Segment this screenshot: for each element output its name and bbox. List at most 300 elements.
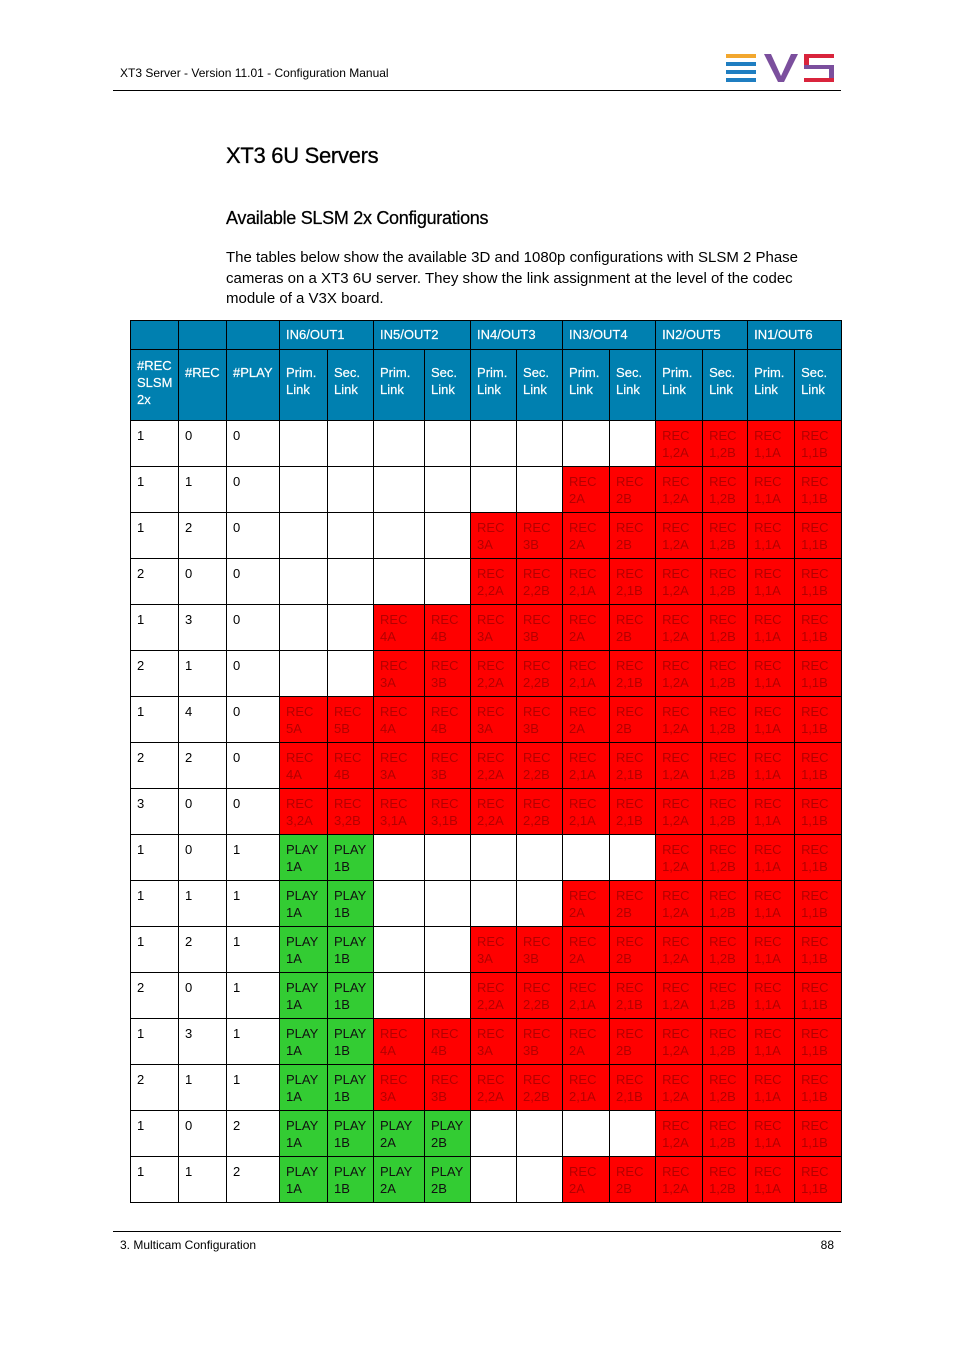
rec-link-cell: REC 1,2A [656,467,703,513]
rec-link-cell: REC 2,2A [471,1065,517,1111]
empty-link-cell [425,835,471,881]
count-cell: 3 [179,605,227,651]
sec-link-header: Sec. Link [517,350,563,421]
rec-slsm-header: #REC SLSM 2x [131,350,179,421]
rec-link-cell: REC 2,1B [610,973,656,1019]
empty-link-cell [563,835,610,881]
rec-link-cell: REC 4B [425,697,471,743]
table-row [131,1019,842,1065]
play-link-cell: PLAY 1B [328,881,374,927]
rec-link-cell: REC 3A [471,605,517,651]
count-cell: 1 [179,1065,227,1111]
rec-link-cell: REC 2,1B [610,651,656,697]
empty-link-cell [280,605,328,651]
rec-link-cell: REC 1,2B [703,467,748,513]
group-header: IN3/OUT4 [563,321,656,350]
empty-link-cell [280,513,328,559]
rec-link-cell: REC 2A [563,1019,610,1065]
empty-link-cell [471,467,517,513]
count-cell: 2 [179,927,227,973]
rec-link-cell: REC 1,2A [656,605,703,651]
prim-link-header: Prim. Link [656,350,703,421]
rec-link-cell: REC 1,1A [748,467,795,513]
play-link-cell: PLAY 1B [328,927,374,973]
play-link-cell: PLAY 1B [328,973,374,1019]
group-header: IN4/OUT3 [471,321,563,350]
count-cell: 0 [227,421,280,467]
column-header-row [131,350,842,421]
rec-link-cell: REC 2,2B [517,789,563,835]
rec-link-cell: REC 1,1B [795,605,842,651]
rec-link-cell: REC 3B [425,651,471,697]
empty-link-cell [425,973,471,1019]
count-cell: 3 [179,1019,227,1065]
rec-link-cell: REC 1,2B [703,651,748,697]
empty-link-cell [280,421,328,467]
sec-link-header: Sec. Link [795,350,842,421]
table-row [131,1157,842,1203]
count-cell: 1 [179,651,227,697]
header-divider [113,90,841,91]
count-cell: 1 [131,881,179,927]
empty-link-cell [517,467,563,513]
rec-link-cell: REC 1,2B [703,835,748,881]
rec-link-cell: REC 2B [610,1019,656,1065]
table-row [131,743,842,789]
play-link-cell: PLAY 1A [280,1157,328,1203]
rec-link-cell: REC 4A [374,697,425,743]
rec-link-cell: REC 3A [471,927,517,973]
empty-link-cell [280,559,328,605]
play-link-cell: PLAY 1B [328,1065,374,1111]
count-cell: 0 [179,789,227,835]
empty-link-cell [610,421,656,467]
rec-link-cell: REC 1,2B [703,1019,748,1065]
rec-link-cell: REC 2B [610,605,656,651]
rec-link-cell: REC 2,2A [471,973,517,1019]
rec-link-cell: REC 1,2B [703,421,748,467]
section-title: Available SLSM 2x Configurations [226,208,489,228]
play-link-cell: PLAY 1A [280,881,328,927]
empty-link-cell [328,559,374,605]
rec-link-cell: REC 3A [374,1065,425,1111]
count-cell: 0 [179,973,227,1019]
count-cell: 1 [227,835,280,881]
rec-link-cell: REC 3A [374,743,425,789]
footer-divider [113,1231,841,1232]
count-cell: 2 [131,559,179,605]
count-cell: 0 [227,467,280,513]
rec-link-cell: REC 1,1B [795,651,842,697]
sec-link-header: Sec. Link [703,350,748,421]
prim-link-header: Prim. Link [280,350,328,421]
rec-link-cell: REC 1,1A [748,697,795,743]
rec-link-cell: REC 1,2A [656,651,703,697]
group-header-row [131,321,842,350]
empty-link-cell [328,605,374,651]
rec-link-cell: REC 1,1A [748,1019,795,1065]
rec-link-cell: REC 1,2A [656,881,703,927]
rec-link-cell: REC 4B [328,743,374,789]
empty-link-cell [517,1157,563,1203]
rec-link-cell: REC 1,2A [656,789,703,835]
rec-link-cell: REC 2,2B [517,651,563,697]
count-cell: 1 [131,927,179,973]
slsm-config-table [130,320,842,1203]
rec-link-cell: REC 1,1A [748,605,795,651]
page-title: XT3 6U Servers [226,143,379,168]
empty-link-cell [517,835,563,881]
empty-link-cell [471,1111,517,1157]
rec-link-cell: REC 1,2A [656,421,703,467]
table-row [131,467,842,513]
table-body [131,421,842,1203]
empty-link-cell [374,881,425,927]
rec-link-cell: REC 1,1B [795,973,842,1019]
rec-link-cell: REC 1,2A [656,1157,703,1203]
empty-link-cell [374,421,425,467]
rec-link-cell: REC 1,2B [703,605,748,651]
rec-link-cell: REC 2,2A [471,651,517,697]
blank-header-cell [179,321,227,350]
rec-link-cell: REC 2B [610,697,656,743]
group-header: IN1/OUT6 [748,321,842,350]
empty-link-cell [374,559,425,605]
group-header: IN6/OUT1 [280,321,374,350]
empty-link-cell [610,1111,656,1157]
evs-logo-icon [726,54,834,82]
rec-link-cell: REC 1,1B [795,1019,842,1065]
play-link-cell: PLAY 1A [280,1065,328,1111]
rec-link-cell: REC 1,2B [703,973,748,1019]
empty-link-cell [517,421,563,467]
count-cell: 0 [179,1111,227,1157]
sec-link-header: Sec. Link [425,350,471,421]
rec-link-cell: REC 1,1B [795,513,842,559]
rec-link-cell: REC 1,1B [795,789,842,835]
table-row [131,697,842,743]
table-row [131,651,842,697]
rec-link-cell: REC 3,1B [425,789,471,835]
rec-link-cell: REC 2,1A [563,1065,610,1111]
rec-link-cell: REC 2,1B [610,559,656,605]
count-cell: 2 [227,1157,280,1203]
rec-link-cell: REC 1,1A [748,973,795,1019]
count-cell: 2 [179,513,227,559]
table-row [131,513,842,559]
empty-link-cell [425,467,471,513]
rec-link-cell: REC 5A [280,697,328,743]
rec-link-cell: REC 1,1A [748,513,795,559]
count-cell: 0 [227,513,280,559]
rec-link-cell: REC 1,2B [703,1111,748,1157]
rec-link-cell: REC 1,1A [748,789,795,835]
rec-link-cell: REC 2,1A [563,789,610,835]
empty-link-cell [425,559,471,605]
play-link-cell: PLAY 1B [328,1111,374,1157]
footer-section: 3. Multicam Configuration [120,1238,257,1252]
blank-header-cell [131,321,179,350]
rec-link-cell: REC 3B [517,697,563,743]
empty-link-cell [471,1157,517,1203]
count-cell: 1 [131,467,179,513]
rec-link-cell: REC 1,1B [795,881,842,927]
rec-link-cell: REC 2A [563,927,610,973]
count-cell: 1 [227,1065,280,1111]
table-row [131,789,842,835]
count-cell: 1 [179,1157,227,1203]
count-cell: 0 [227,605,280,651]
empty-link-cell [425,927,471,973]
play-link-cell: PLAY 2B [425,1111,471,1157]
rec-link-cell: REC 1,1B [795,1157,842,1203]
play-link-cell: PLAY 1A [280,835,328,881]
intro-paragraph: The tables below show the available 3D and 1080p configurations with SLSM 2 Phase cameras on a XT3 6U server. They show the link assignment at the level of the codec module of a V3X board. [226,249,799,307]
empty-link-cell [328,467,374,513]
table-row [131,973,842,1019]
count-cell: 0 [227,697,280,743]
play-link-cell: PLAY 1B [328,1157,374,1203]
rec-link-cell: REC 3A [471,513,517,559]
count-cell: 2 [227,1111,280,1157]
rec-link-cell: REC 3B [517,513,563,559]
count-cell: 0 [179,421,227,467]
rec-link-cell: REC 2,2A [471,559,517,605]
play-link-cell: PLAY 2A [374,1111,425,1157]
rec-link-cell: REC 1,2A [656,559,703,605]
count-cell: 0 [179,559,227,605]
rec-link-cell: REC 1,2A [656,973,703,1019]
rec-link-cell: REC 1,2B [703,513,748,559]
rec-link-cell: REC 2,1A [563,651,610,697]
sec-link-header: Sec. Link [328,350,374,421]
count-cell: 2 [131,1065,179,1111]
count-cell: 4 [179,697,227,743]
play-link-cell: PLAY 2A [374,1157,425,1203]
count-cell: 1 [227,1019,280,1065]
rec-link-cell: REC 1,1A [748,421,795,467]
rec-link-cell: REC 2A [563,513,610,559]
rec-link-cell: REC 1,2A [656,835,703,881]
empty-link-cell [471,421,517,467]
rec-link-cell: REC 3B [517,927,563,973]
rec-link-cell: REC 1,1B [795,1065,842,1111]
count-cell: 2 [131,651,179,697]
count-cell: 1 [131,1019,179,1065]
rec-link-cell: REC 2,2B [517,1065,563,1111]
count-cell: 0 [227,651,280,697]
rec-link-cell: REC 3B [517,605,563,651]
empty-link-cell [328,513,374,559]
table-row [131,605,842,651]
rec-link-cell: REC 2,1A [563,743,610,789]
count-cell: 1 [131,697,179,743]
count-cell: 1 [179,467,227,513]
rec-link-cell: REC 4A [280,743,328,789]
empty-link-cell [563,1111,610,1157]
rec-link-cell: REC 1,1A [748,1111,795,1157]
rec-link-cell: REC 1,1B [795,1111,842,1157]
count-cell: 1 [131,421,179,467]
empty-link-cell [471,881,517,927]
count-cell: 1 [179,881,227,927]
rec-link-cell: REC 4B [425,605,471,651]
rec-link-cell: REC 3A [374,651,425,697]
rec-link-cell: REC 3B [425,1065,471,1111]
sec-link-header: Sec. Link [610,350,656,421]
rec-link-cell: REC 2B [610,467,656,513]
rec-link-cell: REC 2A [563,697,610,743]
empty-link-cell [280,467,328,513]
empty-link-cell [374,467,425,513]
count-cell: 2 [131,743,179,789]
table-row [131,421,842,467]
page-number: 88 [820,1238,834,1252]
empty-link-cell [374,973,425,1019]
rec-link-cell: REC 1,2B [703,1065,748,1111]
empty-link-cell [425,881,471,927]
count-cell: 0 [227,559,280,605]
count-cell: 1 [227,973,280,1019]
rec-link-cell: REC 2,2A [471,789,517,835]
rec-link-cell: REC 2,2B [517,743,563,789]
rec-link-cell: REC 1,1A [748,1157,795,1203]
rec-link-cell: REC 2,2B [517,973,563,1019]
count-cell: 1 [131,835,179,881]
prim-link-header: Prim. Link [748,350,795,421]
rec-link-cell: REC 3B [517,1019,563,1065]
empty-link-cell [328,651,374,697]
rec-header: #REC [179,350,227,421]
rec-link-cell: REC 1,2A [656,1019,703,1065]
prim-link-header: Prim. Link [374,350,425,421]
table-row [131,881,842,927]
count-cell: 2 [131,973,179,1019]
rec-link-cell: REC 1,1B [795,743,842,789]
empty-link-cell [374,513,425,559]
rec-link-cell: REC 1,1B [795,467,842,513]
count-cell: 3 [131,789,179,835]
prim-link-header: Prim. Link [563,350,610,421]
rec-link-cell: REC 3,1A [374,789,425,835]
play-link-cell: PLAY 1A [280,1111,328,1157]
rec-link-cell: REC 1,1B [795,835,842,881]
count-cell: 1 [131,1111,179,1157]
count-cell: 1 [227,927,280,973]
count-cell: 1 [131,1157,179,1203]
rec-link-cell: REC 1,2B [703,927,748,973]
rec-link-cell: REC 2,2A [471,743,517,789]
empty-link-cell [610,835,656,881]
count-cell: 0 [227,743,280,789]
play-link-cell: PLAY 1A [280,973,328,1019]
table-row [131,1111,842,1157]
count-cell: 1 [227,881,280,927]
table-row [131,1065,842,1111]
table-row [131,559,842,605]
rec-link-cell: REC 2A [563,605,610,651]
rec-link-cell: REC 2,1B [610,789,656,835]
empty-link-cell [374,927,425,973]
rec-link-cell: REC 2B [610,513,656,559]
play-link-cell: PLAY 1B [328,1019,374,1065]
play-link-cell: PLAY 1B [328,835,374,881]
rec-link-cell: REC 5B [328,697,374,743]
rec-link-cell: REC 1,1B [795,559,842,605]
rec-link-cell: REC 1,1A [748,559,795,605]
table-row [131,835,842,881]
empty-link-cell [563,421,610,467]
rec-link-cell: REC 1,2A [656,697,703,743]
rec-link-cell: REC 3A [471,1019,517,1065]
rec-link-cell: REC 2A [563,467,610,513]
rec-link-cell: REC 1,2B [703,559,748,605]
empty-link-cell [517,1111,563,1157]
play-link-cell: PLAY 1A [280,927,328,973]
rec-link-cell: REC 1,2B [703,743,748,789]
rec-link-cell: REC 1,2A [656,743,703,789]
play-link-cell: PLAY 2B [425,1157,471,1203]
rec-link-cell: REC 2B [610,881,656,927]
rec-link-cell: REC 2A [563,881,610,927]
rec-link-cell: REC 3,2B [328,789,374,835]
rec-link-cell: REC 1,2A [656,927,703,973]
rec-link-cell: REC 2B [610,927,656,973]
table-row [131,927,842,973]
empty-link-cell [425,421,471,467]
rec-link-cell: REC 4A [374,1019,425,1065]
empty-link-cell [471,835,517,881]
page-header-title: XT3 Server - Version 11.01 - Configuration Manual [120,66,389,80]
rec-link-cell: REC 3,2A [280,789,328,835]
count-cell: 2 [179,743,227,789]
rec-link-cell: REC 2,2B [517,559,563,605]
blank-header-cell [227,321,280,350]
rec-link-cell: REC 1,2B [703,881,748,927]
rec-link-cell: REC 2,1A [563,559,610,605]
rec-link-cell: REC 2A [563,1157,610,1203]
rec-link-cell: REC 2,1B [610,743,656,789]
rec-link-cell: REC 1,1B [795,697,842,743]
empty-link-cell [517,881,563,927]
rec-link-cell: REC 4B [425,1019,471,1065]
rec-link-cell: REC 1,2A [656,1065,703,1111]
rec-link-cell: REC 1,1A [748,881,795,927]
prim-link-header: Prim. Link [471,350,517,421]
count-cell: 0 [227,789,280,835]
empty-link-cell [425,513,471,559]
rec-link-cell: REC 3B [425,743,471,789]
rec-link-cell: REC 3A [471,697,517,743]
empty-link-cell [374,835,425,881]
rec-link-cell: REC 1,2B [703,697,748,743]
rec-link-cell: REC 2B [610,1157,656,1203]
play-link-cell: PLAY 1A [280,1019,328,1065]
count-cell: 0 [179,835,227,881]
rec-link-cell: REC 1,2A [656,1111,703,1157]
rec-link-cell: REC 1,1A [748,651,795,697]
rec-link-cell: REC 1,2B [703,1157,748,1203]
rec-link-cell: REC 2,1A [563,973,610,1019]
rec-link-cell: REC 1,1A [748,835,795,881]
count-cell: 1 [131,605,179,651]
rec-link-cell: REC 1,1B [795,421,842,467]
count-cell: 1 [131,513,179,559]
rec-link-cell: REC 1,1A [748,927,795,973]
group-header: IN5/OUT2 [374,321,471,350]
rec-link-cell: REC 1,1B [795,927,842,973]
empty-link-cell [280,651,328,697]
